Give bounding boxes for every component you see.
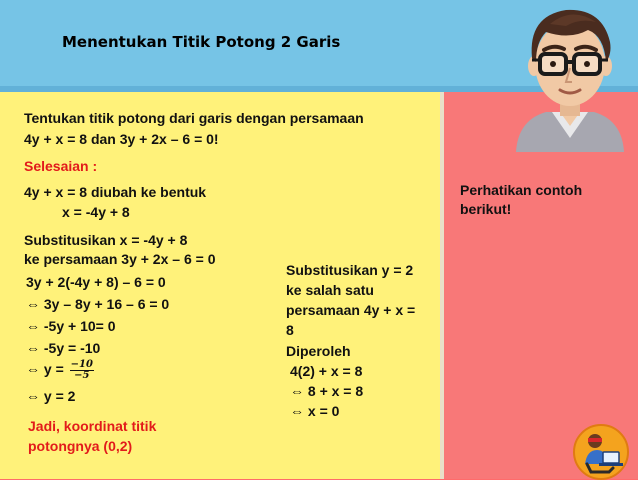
sidebar-note-line-1: Perhatikan contoh (460, 182, 583, 198)
subst-line-2: ke salah satu (286, 282, 374, 298)
step2-line-1: Substitusikan x = -4y + 8 (24, 232, 188, 248)
result-line-2: ⇔ 8 + x = 8 (290, 383, 364, 399)
calc-line-5 (26, 356, 94, 382)
conclusion-line-1: Jadi, koordinat titik (28, 418, 157, 434)
calc-line-1: 3y + 2(-4y + 8) – 6 = 0 (26, 274, 166, 290)
calc-line-3: ⇔ -5y + 10= 0 (26, 318, 116, 334)
result-line-3: ⇔ x = 0 (290, 403, 340, 419)
subst-line-1: Substitusikan y = 2 (286, 262, 414, 278)
student-laptop-logo-icon (573, 424, 629, 480)
calc-line-4: ⇔ -5y = -10 (26, 340, 101, 356)
page-title: Menentukan Titik Potong 2 Garis (62, 33, 341, 51)
fraction (70, 360, 94, 381)
problem-line-2: 4y + x = 8 dan 3y + 2x – 6 = 0! (24, 131, 219, 147)
step2-line-2: ke persamaan 3y + 2x – 6 = 0 (24, 251, 216, 267)
sidebar-note-line-2: berikut! (460, 201, 512, 217)
solution-heading: Selesaian : (24, 158, 98, 174)
calc-line-2: ⇔ 3y – 8y + 16 – 6 = 0 (26, 296, 170, 312)
calc-line-6: ⇔ y = 2 (26, 388, 76, 404)
result-line-1: 4(2) + x = 8 (290, 363, 363, 379)
conclusion-line-2: potongnya (0,2) (28, 438, 133, 454)
fraction-numerator: −10 (70, 358, 93, 370)
fraction-denominator: −5 (74, 369, 90, 381)
problem-line-1: Tentukan titik potong dari garis dengan persamaan (24, 110, 364, 126)
calc-line-5-text: ⇔ y = (26, 361, 64, 377)
result-heading: Diperoleh (286, 343, 351, 359)
step1-line-1: 4y + x = 8 diubah ke bentuk (24, 184, 207, 200)
step1-line-2: x = -4y + 8 (62, 204, 130, 220)
subst-line-3: persamaan 4y + x = (286, 302, 416, 318)
teacher-avatar-icon (510, 2, 630, 152)
subst-line-4: 8 (286, 322, 294, 338)
